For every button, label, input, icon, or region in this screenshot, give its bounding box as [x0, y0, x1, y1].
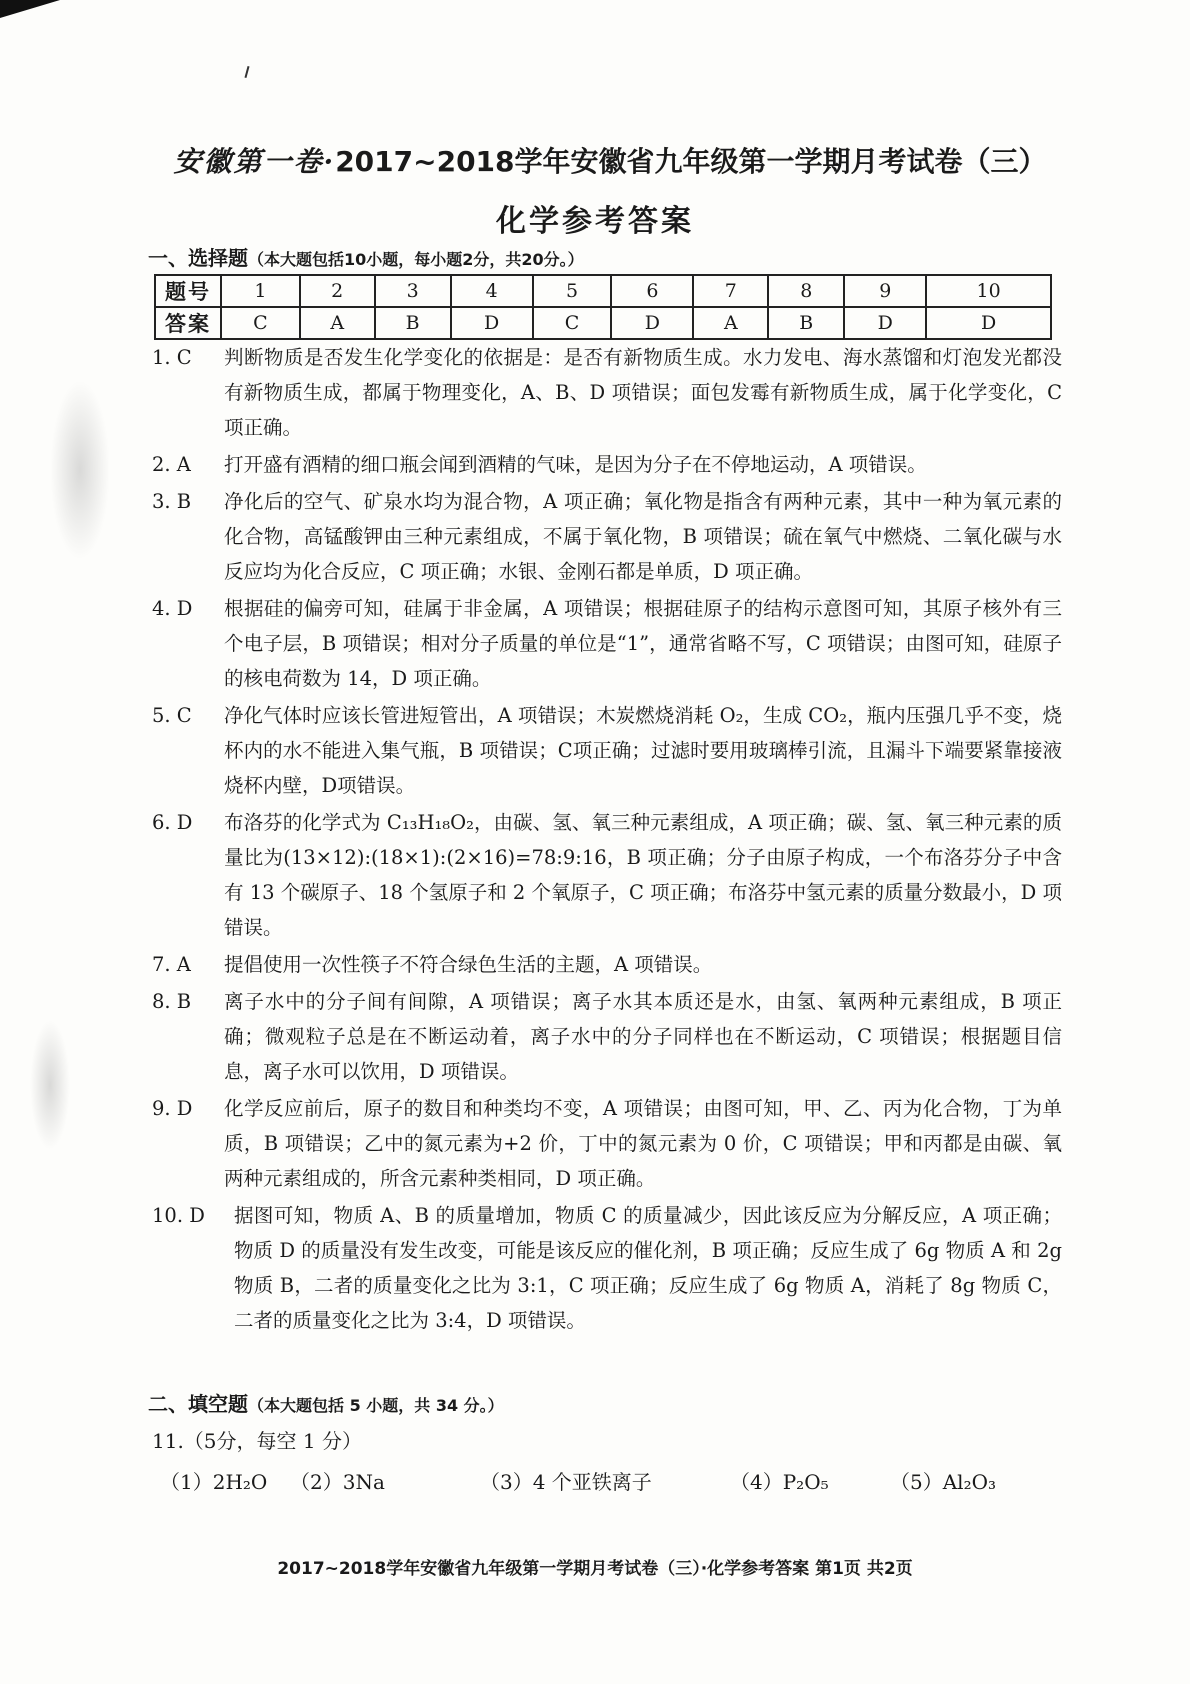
item-number: 3. B: [152, 490, 192, 513]
item-number: 6. D: [152, 811, 193, 834]
question-number: 8: [768, 275, 844, 307]
question-number: 6: [611, 275, 693, 307]
list-item: [152, 1091, 1062, 1196]
question-number: 7: [693, 275, 768, 307]
question-11-label: 11.（5分，每空 1 分）: [152, 1429, 362, 1453]
question-number: 4: [451, 275, 533, 307]
list-item: [152, 698, 1062, 803]
fill-answer: （1）2H₂O: [160, 1470, 268, 1494]
section1-note: （本大题包括10小题，每小题2分，共20分。）: [248, 250, 584, 269]
explanation-list: [152, 340, 1062, 1338]
scan-smudge: [30, 1020, 70, 1150]
item-number: 7. A: [152, 953, 191, 976]
question-11-answers: [160, 1466, 1060, 1495]
fill-answer: （3）4 个亚铁离子: [480, 1470, 652, 1494]
answer-cell: D: [926, 307, 1051, 339]
answer-cell: D: [844, 307, 926, 339]
item-text: 净化后的空气、矿泉水均为混合物，A 项正确；氧化物是指含有两种元素，其中一种为氧元素的化合物，高锰酸钾由三种元素组成，不属于氧化物，B 项错误；硫在氧气中燃烧、二氧化碳与水反应均为化合反应，C 项正确；水银、金刚石都是单质，D 项正确。: [224, 490, 1062, 583]
section2-note: （本大题包括 5 小题，共 34 分。）: [248, 1396, 504, 1415]
question-number: 1: [221, 275, 300, 307]
question-number: 3: [375, 275, 451, 307]
answer-cell: C: [221, 307, 300, 339]
section1-title: 一、选择题: [148, 246, 248, 270]
question-number: 10: [926, 275, 1051, 307]
list-item: [152, 805, 1062, 945]
item-number: 4. D: [152, 597, 193, 620]
item-number: 8. B: [152, 990, 192, 1013]
list-item: [152, 1198, 1062, 1338]
answer-cell: A: [693, 307, 768, 339]
item-number: 10. D: [152, 1204, 205, 1227]
item-text: 打开盛有酒精的细口瓶会闻到酒精的气味，是因为分子在不停地运动，A 项错误。: [224, 453, 927, 476]
list-item: [152, 591, 1062, 696]
item-text: 净化气体时应该长管进短管出，A 项错误；木炭燃烧消耗 O₂，生成 CO₂，瓶内压强几乎不变，烧杯内的水不能进入集气瓶，B 项错误；C项正确；过滤时要用玻璃棒引流，且漏斗下端要紧靠接液烧杯内壁，D项错误。: [224, 704, 1062, 797]
question-number: 2: [300, 275, 375, 307]
section2-heading: [148, 1388, 504, 1417]
brand-logo-text: 安徽第一卷·: [173, 145, 336, 178]
row-label-question: 题号: [155, 275, 221, 307]
section1-heading: [148, 242, 584, 271]
scan-corner-mark: [0, 0, 60, 18]
table-row-numbers: [155, 275, 1051, 307]
fill-answer: （2）3Na: [290, 1470, 385, 1494]
page-subtitle: 化学参考答案: [496, 204, 694, 239]
list-item: [152, 984, 1062, 1089]
answer-cell: D: [611, 307, 693, 339]
answer-cell: C: [533, 307, 612, 339]
scan-smudge: [50, 380, 110, 560]
list-item: [152, 947, 1062, 982]
answer-cell: A: [300, 307, 375, 339]
row-label-answer: 答案: [155, 307, 221, 339]
item-text: 据图可知，物质 A、B 的质量增加，物质 C 的质量减少，因此该反应为分解反应，A 项正确；物质 D 的质量没有发生改变，可能是该反应的催化剂，B 项正确；反应生成了 6g 物质 A 和 2g 物质 B，二者的质量变化之比为 3:1，C 项正确；反应生成了 6g 物质 A，消耗了 8g 物质 C，二者的质量变化之比为 3:4，D 项错误。: [234, 1204, 1062, 1332]
fill-answer: （4）P₂O₅: [730, 1470, 829, 1494]
pen-mark: [244, 66, 249, 78]
page-title: 2017~2018学年安徽省九年级第一学期月考试卷（三）: [335, 145, 1047, 178]
answer-cell: D: [451, 307, 533, 339]
answer-table: [154, 274, 1052, 340]
item-text: 根据硅的偏旁可知，硅属于非金属，A 项错误；根据硅原子的结构示意图可知，其原子核外有三个电子层，B 项错误；相对分子质量的单位是“1”，通常省略不写，C 项错误；由图可知，硅原子的核电荷数为 14，D 项正确。: [224, 597, 1062, 690]
item-number: 2. A: [152, 453, 191, 476]
list-item: [152, 484, 1062, 589]
table-row-answers: [155, 307, 1051, 339]
item-number: 1. C: [152, 346, 192, 369]
question-number: 5: [533, 275, 612, 307]
item-number: 5. C: [152, 704, 192, 727]
item-text: 判断物质是否发生化学变化的依据是：是否有新物质生成。水力发电、海水蒸馏和灯泡发光都没有新物质生成，都属于物理变化，A、B、D 项错误；面包发霉有新物质生成，属于化学变化，C 项正确。: [224, 346, 1062, 439]
item-text: 提倡使用一次性筷子不符合绿色生活的主题，A 项错误。: [224, 953, 713, 976]
list-item: [152, 340, 1062, 445]
item-text: 布洛芬的化学式为 C₁₃H₁₈O₂，由碳、氢、氧三种元素组成，A 项正确；碳、氢、氧三种元素的质量比为(13×12):(18×1):(2×16)=78:9:16，B 项正确；分子由原子构成，一个布洛芬分子中含有 13 个碳原子、18 个氢原子和 2 个氧原子，C 项正确；布洛芬中氢元素的质量分数最小，D 项错误。: [224, 811, 1062, 939]
title-row: [150, 138, 1070, 182]
item-text: 离子水中的分子间有间隙，A 项错误；离子水其本质还是水，由氢、氧两种元素组成，B 项正确；微观粒子总是在不断运动着，离子水中的分子同样也在不断运动，C 项错误；根据题目信息，离子水可以饮用，D 项错误。: [224, 990, 1062, 1083]
answer-cell: B: [375, 307, 451, 339]
section2-title: 二、填空题: [148, 1392, 248, 1416]
item-number: 9. D: [152, 1097, 193, 1120]
fill-answer: （5）Al₂O₃: [890, 1470, 996, 1494]
answer-cell: B: [768, 307, 844, 339]
item-text: 化学反应前后，原子的数目和种类均不变，A 项错误；由图可知，甲、乙、丙为化合物，丁为单质，B 项错误；乙中的氮元素为+2 价，丁中的氮元素为 0 价，C 项错误；甲和丙都是由碳、氧两种元素组成的，所含元素种类相同，D 项正确。: [224, 1097, 1062, 1190]
page-footer: 2017~2018学年安徽省九年级第一学期月考试卷（三）·化学参考答案 第1页 共2页: [277, 1559, 913, 1579]
list-item: [152, 447, 1062, 482]
question-number: 9: [844, 275, 926, 307]
